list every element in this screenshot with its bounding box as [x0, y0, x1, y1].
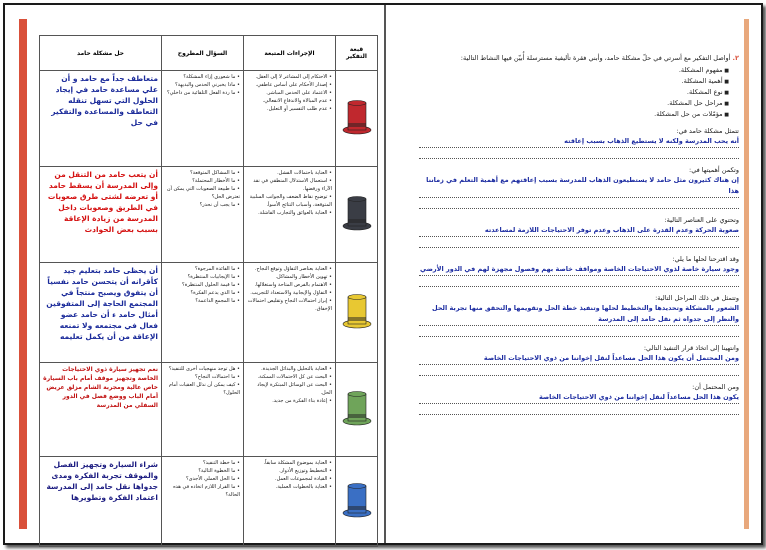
dotted-line [419, 404, 739, 415]
actions-cell-item: • تهوين الأخطار والمشاكل. [247, 273, 332, 281]
essay-paragraph [419, 382, 739, 415]
paragraph-answer: يكون هذا الحل مساعداً لنقل إخواننا من ذوي الاحتياجات الخاصة [419, 392, 739, 404]
header-questions: السؤال المطروح [162, 36, 244, 71]
paragraph-label: وتتمثل في ذلك المراحل التالية: [655, 294, 739, 302]
questions-cell [162, 363, 244, 457]
actions-cell-item: • العناية بالخطوات العملية. [247, 483, 332, 491]
green-hat-icon [342, 388, 372, 428]
actions-cell-item: • العناية باحتمالات الفشل. [247, 169, 332, 177]
actions-cell-item: • استعمال الاستدلال المنطقي في نقد الآراء ورفضها. [247, 177, 332, 193]
paragraph-label: وتحتوي على العناصر التالية: [664, 216, 739, 224]
dotted-line [419, 326, 739, 337]
questions-cell-item: • ما يجب أن نحذر؟ [165, 201, 240, 209]
questions-cell-item: • ما الإيجابيات المنتظرة؟ [165, 273, 240, 281]
intro-line [419, 53, 739, 63]
element-item: ■ أهمية المشكلة. [419, 76, 729, 87]
elements-list [419, 65, 729, 120]
actions-cell-item: • عدم طلب التفسير أو التعليل. [247, 105, 332, 113]
actions-cell [244, 363, 336, 457]
questions-cell [162, 457, 244, 547]
element-item: ■ نوع المشكلة. [419, 87, 729, 98]
intro-text: أواصل التفكير مع أسرتي في حلّ مشكلة حامد، وأبني فقرة تأليفية مسترسلة أُبيّن فيها النشاط التالية: [460, 54, 731, 62]
actions-cell-item: • العناية بعناصر التفاؤل وتوقع النجاح. [247, 265, 332, 273]
header-actions: الإجراءات المتبعة [244, 36, 336, 71]
dotted-line [419, 148, 739, 159]
essay-paragraph [419, 215, 739, 248]
actions-cell [244, 263, 336, 363]
essay-paragraph [419, 126, 739, 159]
hat-row [40, 167, 378, 263]
questions-cell-item: • ما طبيعة الصعوبات التي يمكن أن تعترض الحل؟ [165, 185, 240, 201]
handwritten-answer: أن يتعب حامد من التنقل من وإلى المدرسة أن يسقط حامد أو تعرضه لشتى طرق صعوبات في الطريق وصعوبات داخل المدرسة من زيادة الإعاقة بسبب بعض الحوادث [47, 170, 158, 234]
actions-cell-item: • البحث عن الوسائل المبتكرة لإيجاد الحل. [247, 381, 332, 397]
thinking-hats-table [39, 35, 378, 547]
handwritten-answer: أن يحظى حامد بتعليم جيد كأقرانه أن يتحسن حامد نفسياً أن يتفوق ويصبح منتجاً في المجتمع الحاجة إلى المتفوقين أمثال حامد ء أن حامد عضو فعال في مجتمعه ولا تمنعه الإعاقة من أن يكمل تعليمه [46, 266, 158, 341]
questions-cell-item: • ما الأخطار المحتملة؟ [165, 177, 240, 185]
essay-paragraph [419, 254, 739, 287]
blue-hat-icon [342, 480, 372, 520]
actions-cell-item: • إصدار الأحكام على أساس عاطفي. [247, 81, 332, 89]
solution-cell [40, 263, 162, 363]
hat-row [40, 71, 378, 167]
paragraph-label: تتمثل مشكلة حامد في: [676, 127, 739, 135]
questions-cell-item: • هل توجد منهجيات أخرى للتنفيذ؟ [165, 365, 240, 373]
actions-cell [244, 71, 336, 167]
header-solution: حل مشكلة حامد [40, 36, 162, 71]
black-hat-icon [342, 193, 372, 233]
actions-cell-item: • العناية بالتحليل والبدائل الجديدة. [247, 365, 332, 373]
questions-cell-item: • ماذا يخبرني الحدس والبديهة؟ [165, 81, 240, 89]
document-frame [3, 3, 763, 545]
paragraph-label: وانتهينا إلى اتخاذ قرار التنفيذ التالي: [643, 344, 739, 352]
dotted-line [419, 276, 739, 287]
actions-cell [244, 167, 336, 263]
red-hat-icon [342, 97, 372, 137]
paragraph-answer: الشعور بالمشكلة وتحديدها والتخطيط لحلها وتنفيذ خطة الحل وتقويمها والتحقق منها تجربة الحل والنظر إلى جدواه ثم نقل حامد إلى المدرسة [419, 303, 739, 326]
paragraph-answer: أنه يحب المدرسة ولكنه لا يستطيع الذهاب بسبب إعاقته [419, 136, 739, 148]
paragraph-label: ومن المحتمل أن: [692, 383, 739, 391]
questions-cell-item: • ما خطة التنفيذ؟ [165, 459, 240, 467]
actions-cell-item: • التفاؤل والإيجابية والاستعداد للتجريب. [247, 289, 332, 297]
hat-cell [336, 71, 378, 167]
solution-cell [40, 167, 162, 263]
questions-cell [162, 71, 244, 167]
paragraph-answer: ومن المحتمل أن يكون هذا الحل مساعداً لنقل إخواننا من ذوي الاحتياجات الخاصة [419, 353, 739, 365]
solution-cell [40, 363, 162, 457]
actions-cell-item: • العناية بالعوائق والتجارب الفاشلة. [247, 209, 332, 217]
left-decor-bar [19, 19, 27, 529]
essay-paragraph [419, 343, 739, 376]
questions-cell-item: • ما ردة الفعل التلقائية من داخلي؟ [165, 89, 240, 97]
questions-cell-item: • كيف يمكن أن نذلل العقبات أمام الحلول؟ [165, 381, 240, 397]
paragraph-answer: وجود سيارة خاصة لذوي الاحتياجات الخاصة ومواقف خاصة بهم وفصول مجهزة لهم في الدور الأرضي [419, 264, 739, 276]
questions-cell-item: • ما الخطوة التالية؟ [165, 467, 240, 475]
questions-cell [162, 263, 244, 363]
actions-cell-item: • عدم المبالاة والاندفاع الانفعالي. [247, 97, 332, 105]
actions-cell-item: • توضيح نقاط الضعف والجوانب السلبية المتوقعة، وأسباب النتائج الأسوأ. [247, 193, 332, 209]
questions-cell-item: • ما القرار اللازم اتخاذه في هذه الحالة؟ [165, 483, 240, 499]
questions-cell-item: • ما المجمع الداعمة؟ [165, 297, 240, 305]
essay-section [419, 53, 739, 415]
hat-cell [336, 167, 378, 263]
questions-cell-item: • ما الذي يدعم الفكرة؟ [165, 289, 240, 297]
handwritten-answer: شراء السيارة وتجهيز الفصل والموقف تجربة الفكرة ومدى جدواها نقل حامد إلى المدرسة اعتماد الفكرة وتطويرها [46, 460, 158, 502]
actions-cell-item: • إبراز احتمالات النجاح وتقليص احتمالات الإخفاق. [247, 297, 332, 313]
hat-row [40, 457, 378, 547]
hat-row [40, 363, 378, 457]
actions-cell-item: • التخطيط وتوزيع الأدوار. [247, 467, 332, 475]
solution-cell [40, 457, 162, 547]
dotted-line [419, 365, 739, 376]
element-item: ■ مفهوم المشكلة. [419, 65, 729, 76]
hat-cell [336, 363, 378, 457]
dotted-line [419, 198, 739, 209]
paragraph-label: وتكمن أهميتها في: [689, 166, 739, 174]
yellow-hat-icon [342, 291, 372, 331]
actions-cell-item: • القيادة لمجموعات العمل. [247, 475, 332, 483]
right-page [386, 5, 761, 543]
handwritten-answer: متعاطف جداً مع حامد و أن علي مساعدة حامد في إيجاد الحلول التي تسهل تنقله التعاطف والمساعدة والتفكير في حل [51, 74, 158, 127]
questions-cell-item: • ما المشاكل المتوقعة؟ [165, 169, 240, 177]
questions-cell-item: • ما الحل العملي الأجدى؟ [165, 475, 240, 483]
left-page [5, 5, 383, 543]
questions-cell-item: • ما قيمة الحلول المنتظرة؟ [165, 281, 240, 289]
actions-cell [244, 457, 336, 547]
essay-paragraph [419, 165, 739, 209]
actions-cell-item: • البحث عن كل الاحتمالات الممكنة. [247, 373, 332, 381]
actions-cell-item: • الاحتكام إلى المشاعر لا إلى العقل. [247, 73, 332, 81]
solution-cell [40, 71, 162, 167]
actions-cell-item: • العناية بموضوع المشكلة سابقاً. [247, 459, 332, 467]
header-hat: قبعة التفكير [336, 36, 378, 71]
questions-cell [162, 167, 244, 263]
actions-cell-item: • الاهتمام بالفرص المتاحة واستغلالها. [247, 281, 332, 289]
element-item: ■ مؤمّلات من حل المشكلة. [419, 109, 729, 120]
questions-cell-item: • ما الفائدة المرجوة؟ [165, 265, 240, 273]
essay-paragraph [419, 293, 739, 337]
hat-cell [336, 457, 378, 547]
element-item: ■ مراحل حل المشكلة. [419, 98, 729, 109]
hat-cell [336, 263, 378, 363]
actions-cell-item: • إعادة بناء الفكرة من جديد. [247, 397, 332, 405]
right-decor-bar [744, 19, 749, 529]
paragraph-label: وقد اقترحنا لحلها ما يلي: [672, 255, 739, 263]
dotted-line [419, 237, 739, 248]
actions-cell-item: • الاعتماد على الحدس المباشر. [247, 89, 332, 97]
questions-cell-item: • ما شعوري إزاء المشكلة؟ [165, 73, 240, 81]
questions-cell-item: • ما احتمالات النجاح؟ [165, 373, 240, 381]
paragraph-answer: إن هناك كثيرون مثل حامد لا يستطيعون الذهاب للمدرسة بسبب إعاقتهم مع أهمية التعلم في زماننا هذا [419, 175, 739, 198]
question-number: ٢. [732, 54, 739, 62]
paragraph-answer: صعوبة الحركة وعدم القدرة على الذهاب وعدم توفر الاحتياجات اللازمة لمساعدته [419, 225, 739, 237]
hat-row [40, 263, 378, 363]
handwritten-answer: نعم تجهيز سيارة ذوي الاحتياجات الخاصة وتجهيز موقف أمام باب السيارة خاص عالية ومجربة الشام مزلق عريض أمام الباب ووضع فصل في الدور السفلي من المدرسة [43, 366, 158, 409]
